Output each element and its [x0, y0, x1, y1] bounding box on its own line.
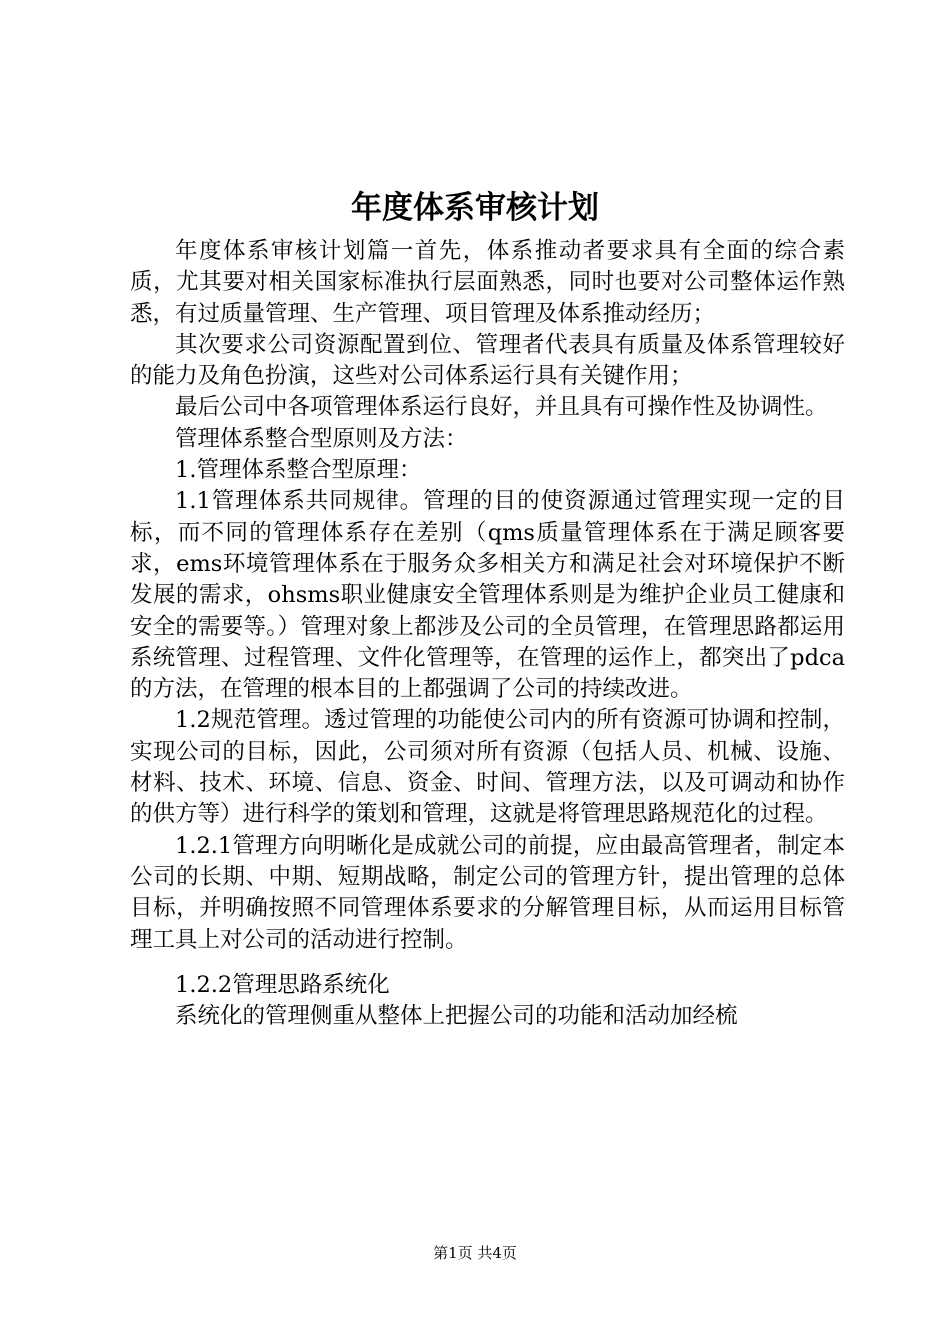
section-heading: 1.管理体系整合型原理：	[175, 457, 422, 484]
page-number-label: 第1页 共4页	[433, 1244, 517, 1262]
document-body	[130, 236, 845, 1032]
paragraph: 最后公司中各项管理体系运行良好，并且具有可操作性及协调性。	[175, 394, 828, 421]
paragraph: 1.1管理体系共同规律。管理的目的使资源通过管理实现一定的目标，而不同的管理体系存在差别（qms质量管理体系在于满足顾客要求，ems环境管理体系在于服务众多相关方和满足社会对环境保护不断发展的需求，ohsms职业健康安全管理体系则是为维护企业员工健康和安全的需要等。）管理对象上都涉及公司的全员管理，在管理思路都运用系统管理、过程管理、文件化管理等，在管理的运作上，都突出了pdca的方法，在管理的根本目的上都强调了公司的持续改进。	[130, 488, 845, 703]
page-title: 年度体系审核计划	[351, 190, 599, 226]
paragraph: 1.2.1管理方向明晰化是成就公司的前提，应由最高管理者，制定本公司的长期、中期、短期战略，制定公司的管理方针，提出管理的总体目标，并明确按照不同管理体系要求的分解管理目标，从而运用目标管理工具上对公司的活动进行控制。	[130, 832, 845, 953]
section-heading: 管理体系整合型原则及方法：	[175, 425, 468, 452]
paragraph: 系统化的管理侧重从整体上把握公司的功能和活动加经梳	[175, 1003, 738, 1030]
paragraph: 年度体系审核计划篇一首先，体系推动者要求具有全面的综合素质，尤其要对相关国家标准执行层面熟悉，同时也要对公司整体运作熟悉，有过质量管理、生产管理、项目管理及体系推动经历；	[130, 238, 845, 327]
paragraph: 1.2规范管理。透过管理的功能使公司内的所有资源可协调和控制，实现公司的目标，因此，公司须对所有资源（包括人员、机械、设施、材料、技术、环境、信息、资金、时间、管理方法，以及可调动和协作的供方等）进行科学的策划和管理，这就是将管理思路规范化的过程。	[130, 707, 845, 828]
section-heading: 1.2.2管理思路系统化	[175, 971, 390, 998]
page-footer	[0, 1243, 950, 1263]
paragraph: 其次要求公司资源配置到位、管理者代表具有质量及体系管理较好的能力及角色扮演，这些对公司体系运行具有关键作用；	[130, 331, 845, 390]
